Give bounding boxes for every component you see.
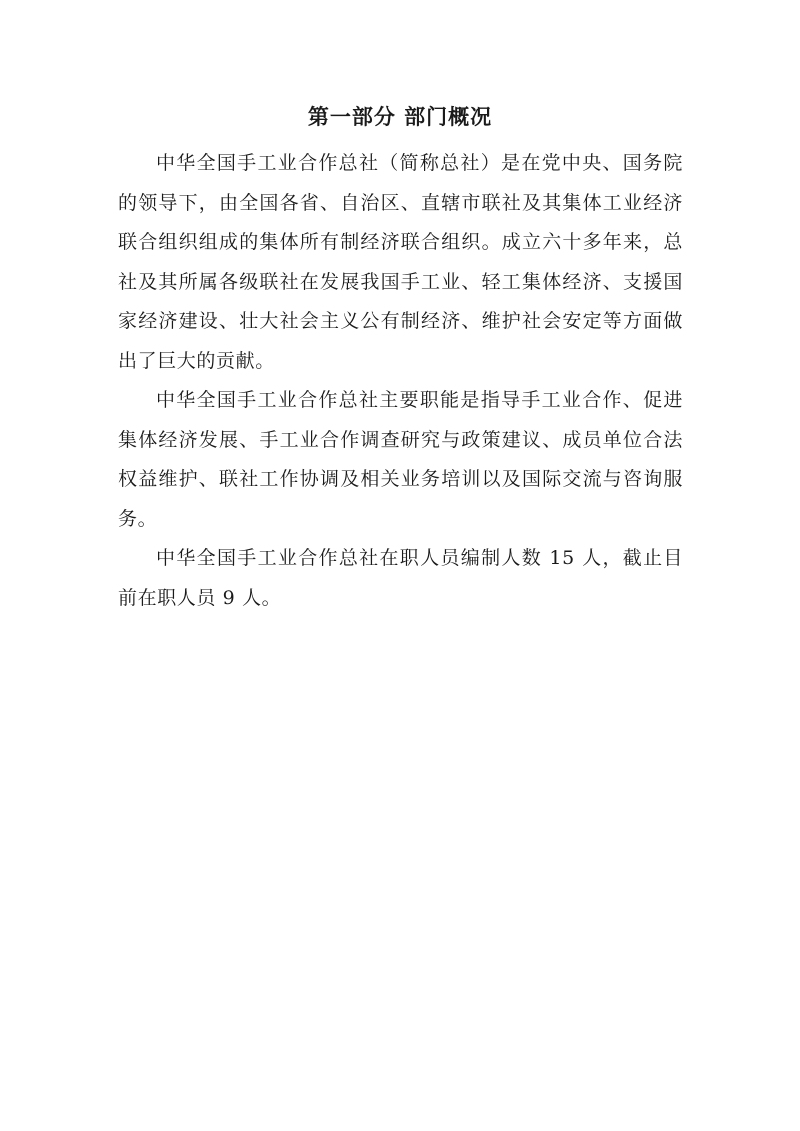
paragraph-overview: 中华全国手工业合作总社（简称总社）是在党中央、国务院的领导下，由全国各省、自治区、直辖市联社及其集体工业经济联合组织组成的集体所有制经济联合组织。成立六十多年来，总社及其所属各级联社在发展我国手工业、轻工集体经济、支援国家经济建设、壮大社会主义公有制经济、维护社会安定等方面做出了巨大的贡献。 (118, 152, 683, 372)
paragraph-staffing: 中华全国手工业合作总社在职人员编制人数 15 人，截止目前在职人员 9 人。 (118, 547, 683, 609)
paragraph-functions: 中华全国手工业合作总社主要职能是指导手工业合作、促进集体经济发展、手工业合作调查研究与政策建议、成员单位合法权益维护、联社工作协调及相关业务培训以及国际交流与咨询服务。 (118, 389, 683, 530)
document-body (118, 144, 683, 618)
section-title: 第一部分 部门概况 (307, 104, 493, 129)
